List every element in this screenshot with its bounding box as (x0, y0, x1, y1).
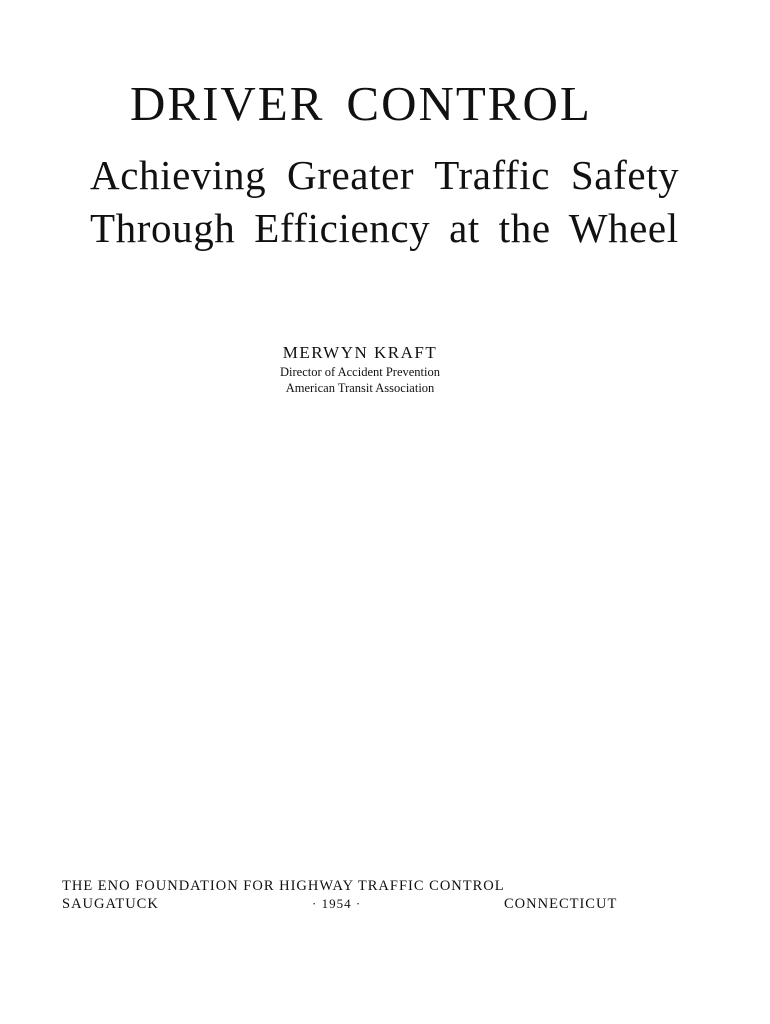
author-name: MERWYN KRAFT (282, 343, 438, 362)
book-title (130, 74, 650, 134)
subtitle-line-1: Achieving Greater Traffic Safety (90, 152, 680, 198)
subtitle-line-2: Through Efficiency at the Wheel (90, 205, 679, 251)
author-position: Director of Accident Prevention (279, 365, 441, 379)
imprint-city: SAUGATUCK (62, 896, 159, 912)
book-title-word-2: CONTROL (346, 76, 592, 131)
imprint-year: · 1954 · (312, 896, 362, 911)
author-organization: American Transit Association (285, 381, 435, 395)
author-block (240, 342, 480, 396)
imprint-publisher: THE ENO FOUNDATION FOR HIGHWAY TRAFFIC CONTROL (62, 878, 505, 894)
book-title-word-1: DRIVER (130, 76, 325, 131)
imprint-state: CONNECTICUT (504, 896, 618, 912)
